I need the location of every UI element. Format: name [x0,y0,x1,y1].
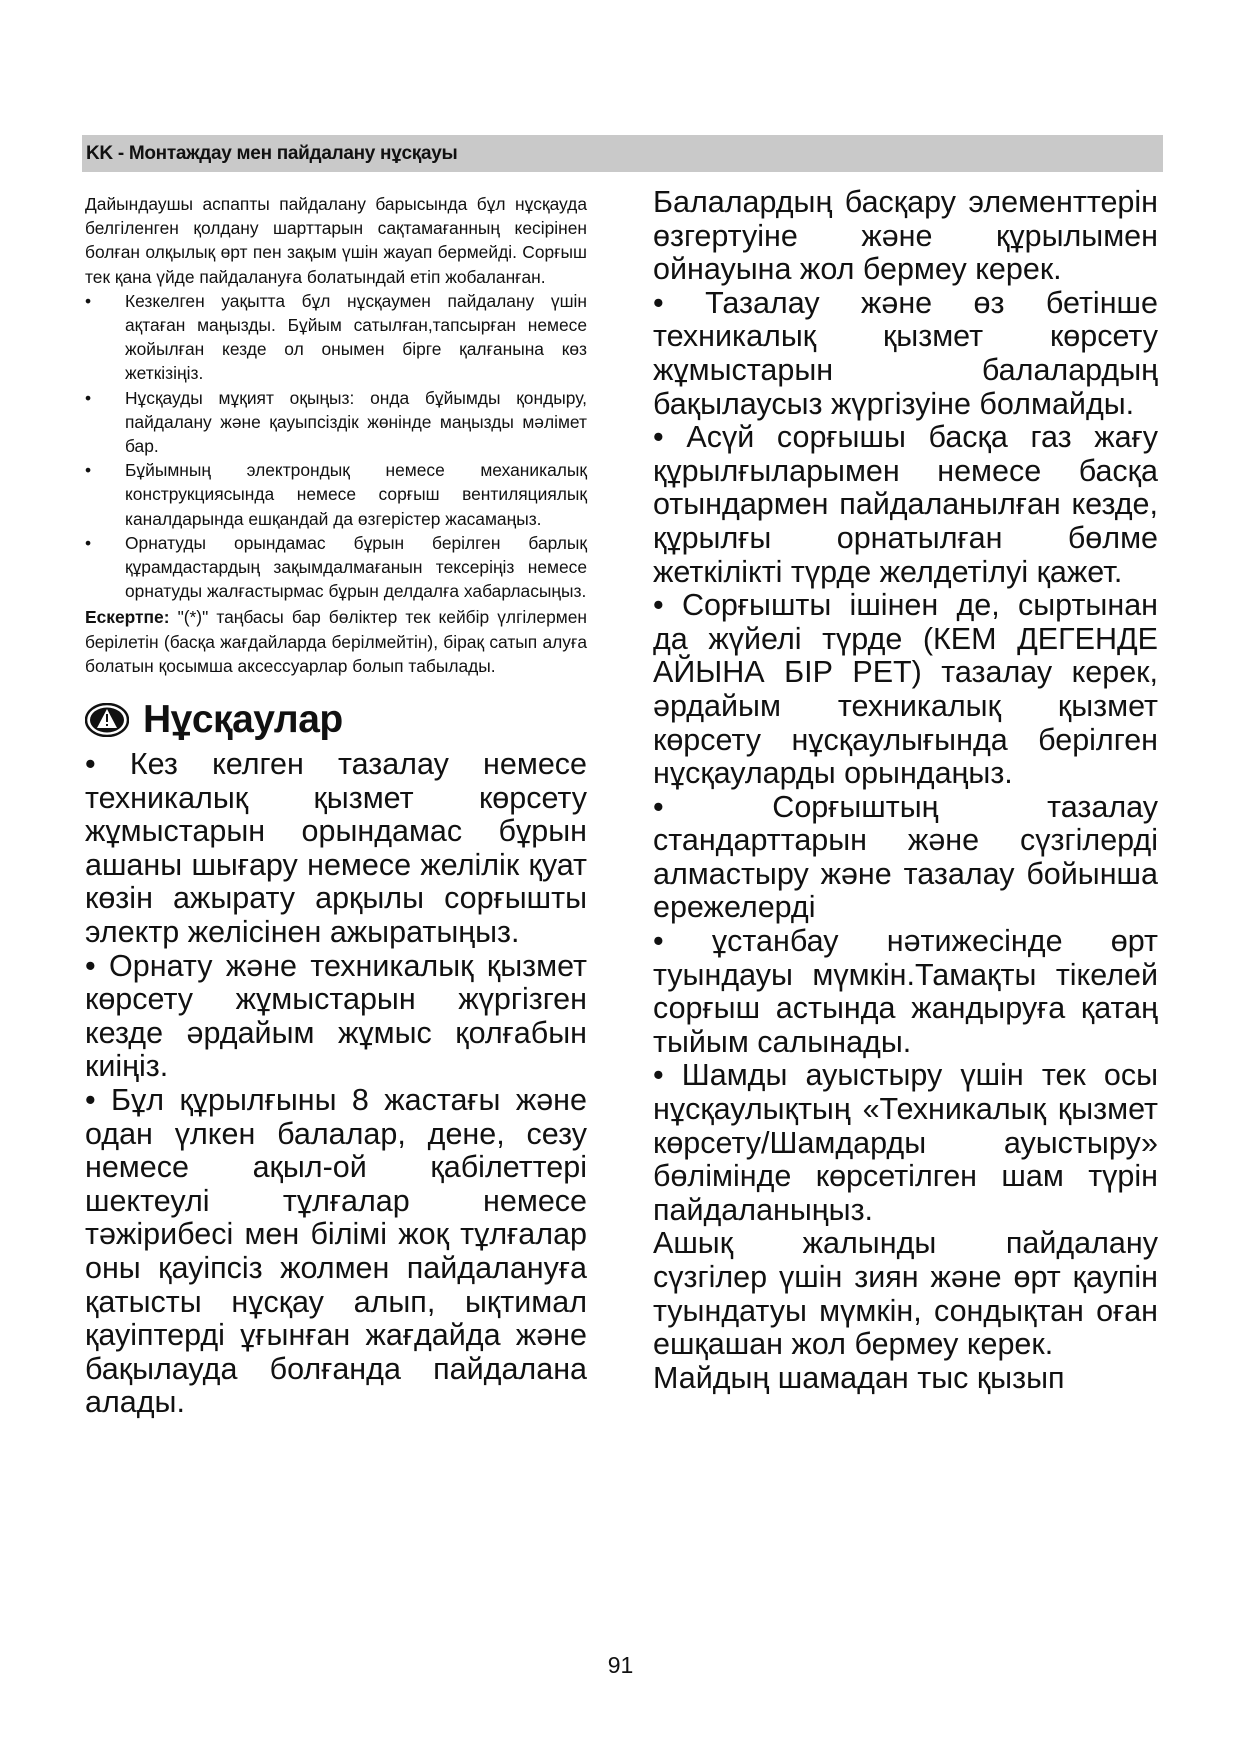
paragraph: Майдың шамадан тыс қызып [653,1360,1065,1395]
note-text: "(*)" таңбасы бар бөліктер тек кейбір үлгілермен берілетін (басқа жағдайларда берілмейтін), бірақ сатып алуға болатын қосымша аксессуарлар болып табылады. [85,607,587,676]
right-column [653,186,1158,1395]
list-item: • Кезкелген уақытта бұл нұсқаумен пайдалану үшін ақтаған маңызды. Бұйым сатылған,тапсырған немесе жойылған кезде ол онымен бірге қалғанына көз жеткізіңіз. [85,290,587,384]
note-label: Ескертпе: [85,607,170,628]
paragraph: • ұстанбау нәтижесінде өрт туындауы мүмкін.Тамақты тікелей сорғыш астында жандыруға қатаң тыйым салынады. [653,924,1158,1059]
paragraph: • Бұл құрылғыны 8 жастағы және одан үлкен балалар, дене, сезу немесе ақыл-ой қабілеттері шектеулі тұлғалар немесе тәжірибесі мен білімі жоқ тұлғалар оны қауіпсіз жолмен пайдалануға қатысты нұсқау алып, ықтимал қауіптерді ұғынған жағдайда және бақылауда болғанда пайдалана алады. [85,1083,587,1420]
paragraph: • Тазалау және өз бетінше техникалық қызмет көрсету жұмыстарын балалардың бақылаусыз жүргізуіне болмайды. [653,285,1158,421]
page-title: Нұсқаулар [143,698,343,742]
list-item: • Нұсқауды мұқият оқыңыз: онда бұйымды қондыру, пайдалану және қауыпсіздік жөнінде маңызды мәлімет бар. [85,387,587,457]
paragraph: • Орнату және техникалық қызмет көрсету жұмыстарын жүргізген кезде әрдайым жұмыс қолғабын киіңіз. [85,948,587,1084]
list-item: • Орнатуды орындамас бұрын берілген барлық құрамдастардың зақымдалмағанын тексеріңіз немесе орнатуды жалғастырмас бұрын делдалға хабарласыңыз. [85,532,587,602]
paragraph: Балалардың басқару элементтерін өзгертуіне және құрылымен ойнауына жол бермеу керек. [653,185,1158,287]
left-column [85,192,587,1420]
paragraph: • Сорғыштың тазалау стандарттарын және сүзгілерді алмастыру және тазалау бойынша ережелерді [653,789,1158,925]
note-paragraph [85,605,587,678]
section-header [82,135,1163,172]
intro-paragraph: Дайындаушы аспапты пайдалану барысында бұл нұсқауда белгіленген қолдану шарттарын сақтамағанның кесірінен болған олқылық өрт пен зақым үшін жауап бермейді. Сорғыш тек қана үйде пайдалануға болатындай етіп жобаланған. [85,194,587,287]
page-number: 91 [607,1652,634,1678]
instructions-heading [85,698,587,742]
paragraph: • Шамды ауыстыру үшін тек осы нұсқаулықтың «Техникалық қызмет көрсету/Шамдарды ауыстыру» бөлімінде көрсетілген шам түрін пайдаланыңыз. [653,1058,1158,1227]
list-item: • Бұйымның электрондық немесе механикалық конструкциясында немесе сорғыш вентиляциялық каналдарында ешқандай да өзгерістер жасамаңыз. [85,460,587,529]
intro-block [85,192,587,678]
paragraph: • Кез келген тазалау немесе техникалық қызмет көрсету жұмыстарын орындамас бұрын ашаны шығару немесе желілік қуат көзін ажырату арқылы сорғышты электр желісінен ажыратыңыз. [85,747,587,950]
section-title: KK - Монтаждау мен пайдалану нұсқауы [86,143,458,164]
paragraph: • Сорғышты ішінен де, сыртынан да жүйелі түрде (КЕМ ДЕГЕНДЕ АЙЫНА БІР РЕТ) тазалау керек, әрдайым техникалық қызмет көрсету нұсқаулығында берілген нұсқауларды орындаңыз. [653,588,1158,791]
warning-triangle-icon [85,703,129,737]
paragraph: Ашық жалынды пайдалану сүзгілер үшін зиян және өрт қаупін туындатуы мүмкін, сондықтан оған ешқашан жол бермеу керек. [653,1226,1158,1362]
paragraph: • Асүй сорғышы басқа газ жағу құрылғыларымен немесе басқа отындармен пайдаланылған кезде, құрылғы орнатылған бөлме жеткілікті түрде желдетілуі қажет. [653,420,1158,589]
instructions-left [85,748,587,1420]
